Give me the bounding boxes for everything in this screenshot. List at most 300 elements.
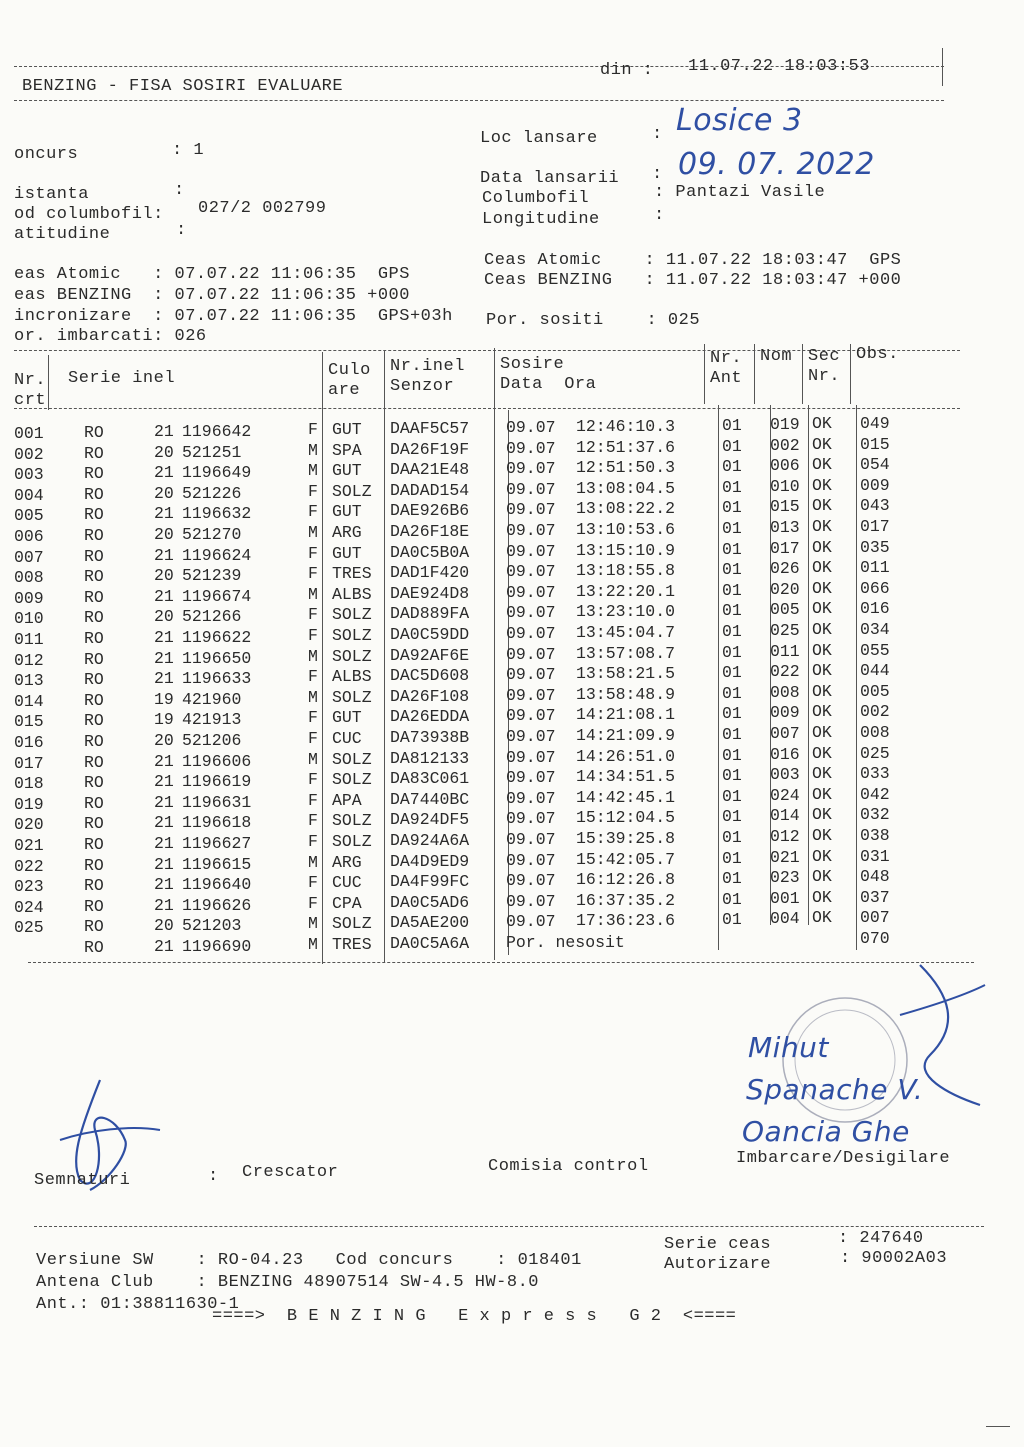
cell-country: RO [84,423,104,442]
cell-country: RO [84,690,104,710]
cell-time: 13:10:53.6 [576,520,676,539]
cell-nom: 002 [770,435,800,455]
imbarcare-desigilare-label: Imbarcare/Desigilare [736,1149,951,1168]
cell-sensor: DA73938B [390,728,470,747]
cell-nr: 012 [14,650,44,670]
cell-sec: OK [812,826,832,845]
cell-antenna: 01 [722,869,742,889]
ceas-benzing-end: Ceas BENZING : 11.07.22 18:03:47 +000 [484,271,902,290]
cell-sex: M [308,749,318,769]
cell-time: 12:51:37.6 [576,437,676,457]
cell-year: 21 [154,875,174,895]
cell-antenna: 01 [722,807,742,827]
cell-nom: 023 [770,868,800,888]
cell-date: 09.07 [506,747,556,767]
ceas-atomic-start: eas Atomic : 07.07.22 11:06:35 GPS [14,265,410,284]
table-row [14,680,974,711]
cell-date: 09.07 [506,850,556,870]
cell-sensor: DA92AF6E [390,645,470,665]
cell-sec: OK [812,743,832,763]
cell-nom: 003 [770,765,800,785]
cell-sex: F [308,667,318,687]
col-header-ant: Ant [710,369,743,388]
cell-country: RO [84,814,104,834]
cell-sec: OK [812,620,832,639]
cell-sex: M [308,852,318,872]
col-separator [802,344,803,404]
cell-date: 09.07 [506,727,556,746]
cell-sex: F [308,502,318,522]
table-row [14,700,974,732]
cell-ring-number: 421960 [182,689,242,709]
cell-sec: OK [812,661,832,681]
divider [34,1226,984,1227]
cell-year: 20 [154,525,174,544]
cell-obs: 008 [860,723,890,742]
cell-ring-number: 1196632 [182,504,252,524]
cell-nr: 013 [14,671,44,691]
cell-country: RO [84,752,104,772]
cell-nom: 019 [770,415,800,434]
cell-nr: 018 [14,774,44,794]
cell-date: 09.07 [506,871,556,891]
cell-sex: F [308,893,318,913]
cell-nr: 021 [14,836,44,855]
cod-label: od columbofil: [14,205,164,224]
cell-year: 21 [154,648,174,668]
cell-country: RO [84,876,104,896]
cell-ring-number: 1196633 [182,669,252,689]
col-separator [754,344,755,404]
cell-country: RO [84,464,104,484]
cell-obs: 005 [860,681,890,701]
cell-time: 13:58:21.5 [576,664,676,684]
cell-sex: M [308,687,318,707]
cell-sensor: DA812133 [390,748,470,768]
table-row [14,721,974,752]
cell-date: 09.07 [506,809,556,829]
cell-antenna: 01 [722,704,742,724]
cell-color: SOLZ [332,811,372,831]
cell-year: 21 [154,813,174,833]
col-separator [48,355,49,410]
cell-sensor: DAE926B6 [390,501,470,521]
concurs-label: oncurs [14,145,79,164]
cell-time: 15:39:25.8 [576,829,676,848]
data-lansarii-label: Data lansarii [480,169,620,188]
col-header-culoare-2: are [328,381,361,400]
cell-antenna: 01 [722,539,742,559]
latitudine-colon: : [176,221,187,240]
cell-year: 19 [154,710,174,730]
cell-antenna: 01 [722,601,742,621]
cell-time: 16:12:26.8 [576,870,676,890]
cell-year: 20 [154,607,174,627]
signature-name-2: Spanache V. [746,1073,924,1106]
cell-year: 20 [154,916,174,936]
cell-nom: 001 [770,888,800,908]
cell-obs: 017 [860,517,890,536]
cell-date: 09.07 [506,685,556,705]
cell-sec: OK [812,455,832,475]
cell-time: 13:18:55.8 [576,561,676,581]
cell-year: 20 [154,442,174,462]
cell-nr: 019 [14,794,44,814]
cell-obs: 048 [860,867,890,887]
col-header-nr-ant: Nr. [710,349,743,368]
table-row [14,906,974,938]
cell-year: 21 [154,628,174,647]
cell-sex: M [308,461,318,481]
cell-obs: 054 [860,455,890,475]
cell-sensor: DA26F108 [390,686,470,706]
cell-time: 15:12:04.5 [576,808,676,828]
cell-time: 13:15:10.9 [576,540,676,560]
cell-ring-number: 1196624 [182,545,252,565]
cell-time: 13:45:04.7 [576,623,676,642]
col-header-inel: Nr.inel [390,357,465,376]
cell-obs: 066 [860,578,890,598]
cell-ring-number: 1196618 [182,813,252,833]
cell-year: 21 [154,669,174,689]
cell-antenna: 01 [722,560,742,580]
cell-country: RO [84,649,104,669]
cell-time: 12:51:50.3 [576,458,676,478]
cell-date: 09.07 [506,891,556,911]
cell-nom: 009 [770,703,800,723]
cell-ring-number: 1196619 [182,772,252,792]
cell-country: RO [84,711,104,731]
cell-obs: 034 [860,620,890,639]
cell-country: RO [84,608,104,628]
cell-antenna: 01 [722,457,742,477]
cell-color: ALBS [332,584,372,604]
cell-sensor: DA924DF5 [390,810,470,830]
cell-obs: 070 [860,929,890,948]
cell-color: GUT [332,461,362,481]
cell-sex: F [308,543,318,563]
cell-nom: 010 [770,476,800,496]
cell-antenna: 01 [722,642,742,662]
cell-nr: 002 [14,444,44,464]
cell-nom: 020 [770,579,800,599]
cell-obs: 011 [860,558,890,578]
cell-country: RO [84,443,104,463]
cell-country: RO [84,629,104,648]
cell-sex: F [308,626,318,645]
cell-date: 09.07 [506,830,556,849]
cell-antenna: 01 [722,580,742,600]
cell-color: SOLZ [332,749,372,769]
cell-country: RO [84,732,104,751]
cell-sex: F [308,873,318,893]
cell-time: 16:37:35.2 [576,890,676,910]
table-row [14,536,974,567]
cell-sex: F [308,770,318,790]
cell-sensor: DA7440BC [390,789,470,809]
crescator-label: Crescator [242,1163,339,1182]
cell-obs: 031 [860,846,890,866]
cell-date: 09.07 [506,768,556,788]
cell-time: 13:22:20.1 [576,581,676,601]
cell-date: 09.07 [506,644,556,664]
cell-date: 09.07 [506,706,556,726]
table-row [14,577,974,608]
cell-sex: M [308,523,318,542]
cell-country: RO [84,526,104,545]
divider [14,100,944,101]
cell-sex: F [308,708,318,728]
col-header-crt: crt [14,391,47,410]
cell-sec: OK [812,723,832,742]
cell-ring-number: 521251 [182,442,242,462]
cell-color: SOLZ [332,914,372,934]
cell-year: 20 [154,731,174,750]
cell-sec: OK [812,475,832,495]
table-row [14,597,974,629]
cell-sex: M [308,935,318,954]
cell-nr: 009 [14,588,44,608]
loc-handwritten: Losice 3 [676,103,803,138]
cell-sensor: DA924A6A [390,831,470,850]
antena-id: Ant.: 01:38811630-1 [36,1295,240,1314]
col-header-nom: Nom [760,347,793,366]
col-header-culoare: Culo [328,361,371,380]
cell-color: SOLZ [332,646,372,666]
loc-label: Loc lansare [480,129,598,148]
latitudine-label: atitudine [14,225,111,244]
cell-nr: 011 [14,630,44,649]
longitudine-label: Longitudine [482,210,600,229]
cell-sensor: DAD1F420 [390,563,470,583]
porumbei-imbarcati: or. imbarcati: 026 [14,327,207,346]
cell-color: SOLZ [332,770,372,790]
cell-ring-number: 521239 [182,566,242,586]
cell-time: 14:21:08.1 [576,705,676,725]
cell-sec: OK [812,599,832,619]
table-row [14,824,974,855]
cell-nr: 008 [14,568,44,588]
cell-sex: F [308,832,318,851]
cell-nr: 017 [14,753,44,773]
cell-antenna: 01 [722,828,742,847]
cell-nr: 006 [14,527,44,546]
cell-sec: OK [812,702,832,722]
cell-sec: OK [812,764,832,784]
table-row [14,515,974,546]
cell-nom: 014 [770,806,800,826]
cell-sec: OK [812,434,832,454]
ceas-benzing-start: eas BENZING : 07.07.22 11:06:35 +000 [14,286,410,305]
cell-color: ARG [332,852,362,872]
cell-sensor: DA5AE200 [390,913,470,933]
cell-time: 12:46:10.3 [576,417,676,436]
cell-date: 09.07 [506,562,556,582]
cell-date: 09.07 [506,459,556,479]
cell-nom: 008 [770,682,800,702]
cell-time: 15:42:05.7 [576,849,676,869]
cell-country: RO [84,938,104,957]
cell-color: GUT [332,420,362,439]
cell-sec: OK [812,558,832,578]
cell-sensor: DAD889FA [390,604,470,624]
autorizare-value: : 90002A03 [840,1249,948,1268]
cell-nom: 017 [770,538,800,558]
cell-ring-number: 1196640 [182,875,252,895]
cell-sensor: DA0C59DD [390,625,470,644]
cell-year: 21 [154,792,174,812]
cell-time: 14:21:09.9 [576,726,676,745]
cell-nr: 005 [14,506,44,526]
cell-year: 20 [154,483,174,503]
cell-nr: 014 [14,691,44,711]
divider [986,1426,1010,1427]
cell-color: GUT [332,708,362,728]
cell-nr: 022 [14,856,44,876]
cell-color: SOLZ [332,626,372,645]
cell-country: RO [84,773,104,793]
cell-time: 14:26:51.0 [576,746,676,766]
cell-obs: 055 [860,640,890,660]
cell-ring-number: 1196674 [182,586,252,606]
cell-antenna: 01 [722,498,742,518]
loc-colon: : [652,125,663,144]
cell-ring-number: 1196650 [182,648,252,668]
cell-nr: 001 [14,424,44,443]
cell-ring-number: 1196649 [182,463,252,483]
cell-sex: F [308,790,318,810]
cell-date: 09.07 [506,500,556,520]
cell-color: TRES [332,935,372,954]
cell-sex: F [308,564,318,584]
cell-date: 09.07 [506,788,556,808]
cell-obs: 015 [860,434,890,454]
cell-antenna: 01 [722,889,742,909]
divider [942,48,943,86]
cell-color: GUT [332,543,362,563]
cod-value: 027/2 002799 [198,199,327,218]
cell-obs: 033 [860,764,890,784]
cell-country: RO [84,670,104,690]
cell-antenna: 01 [722,766,742,786]
distanta-colon: : [174,181,185,200]
benzing-express: ====> B E N Z I N G E x p r e s s G 2 <==== [212,1307,737,1326]
data-lansarii-handwritten: 09. 07. 2022 [678,147,875,182]
semnaturi-label: Semnaturi [34,1171,131,1190]
table-row [14,639,974,670]
cell-nom: 007 [770,724,800,743]
cell-country: RO [84,587,104,607]
cell-sex: M [308,584,318,604]
cell-color: ALBS [332,667,372,687]
table-header-border [14,408,960,409]
table-row [14,886,974,917]
cell-nom: 024 [770,785,800,805]
cell-nr: 024 [14,897,44,917]
cell-date: Por. nesosit [506,933,625,952]
cell-obs: 032 [860,805,890,825]
concurs-value: : 1 [172,141,205,160]
cell-date: 09.07 [506,603,556,623]
serie-ceas-value: : 247640 [838,1229,924,1248]
cell-year: 21 [154,895,174,915]
cell-ring-number: 1196626 [182,895,252,915]
cell-date: 09.07 [506,418,556,437]
cell-color: ARG [332,523,362,542]
cell-year: 21 [154,504,174,524]
table-row [14,474,974,505]
cell-sensor: DA0C5A6A [390,934,470,953]
cell-obs: 007 [860,908,890,928]
cell-sex: M [308,646,318,666]
cell-sex: M [308,914,318,934]
cell-country: RO [84,835,104,854]
cell-sec: OK [812,784,832,804]
cell-time: 13:58:48.9 [576,684,676,704]
cell-sensor: DA0C5AD6 [390,892,470,912]
cell-antenna: 01 [722,848,742,868]
cell-sensor: DA0C5B0A [390,542,470,562]
cell-country: RO [84,793,104,813]
cell-country: RO [84,505,104,525]
document-title: BENZING - FISA SOSIRI EVALUARE [22,77,344,96]
cell-antenna: 01 [722,910,742,930]
cell-color: SOLZ [332,687,372,707]
cell-sensor: DA26F18E [390,522,470,541]
table-row [14,742,974,773]
cell-sensor: DAAF5C57 [390,419,470,438]
cell-nr: 003 [14,465,44,485]
cell-nom: 004 [770,909,800,929]
cell-date: 09.07 [506,541,556,561]
cell-ring-number: 1196615 [182,854,252,874]
distanta-label: istanta [14,185,89,204]
cell-country: RO [84,567,104,587]
col-header-sosire: Sosire [500,355,565,374]
cell-obs: 035 [860,537,890,557]
columbofil-value: : Pantazi Vasile [654,183,826,202]
cell-nr: 015 [14,712,44,732]
cell-sensor: DA26F19F [390,439,470,459]
cell-color: SPA [332,440,362,460]
cell-nom: 013 [770,518,800,537]
cell-ring-number: 1196631 [182,792,252,812]
cell-date: 09.07 [506,582,556,602]
cell-time: 13:57:08.7 [576,643,676,663]
cell-sec: OK [812,517,832,536]
table-row [14,845,974,876]
cell-antenna: 01 [722,683,742,703]
cell-country: RO [84,546,104,566]
cell-ring-number: 521206 [182,731,242,750]
cell-year: 20 [154,566,174,586]
cell-sensor: DA26EDDA [390,707,470,727]
col-header-sec: Sec [808,347,841,366]
signature-name-3: Oancia Ghe [742,1115,910,1148]
longitudine-colon: : [654,206,665,225]
cell-ring-number: 421913 [182,710,242,730]
cell-nom: 015 [770,497,800,517]
cell-sec: OK [812,414,832,433]
cell-color: GUT [332,502,362,522]
cell-year: 21 [154,463,174,483]
columbofil-label: Columbofil [482,189,590,208]
col-separator [850,344,851,404]
antena-club: Antena Club : BENZING 48907514 SW-4.5 HW-8.0 [36,1273,539,1292]
table-row [14,618,974,649]
cell-antenna: 01 [722,477,742,497]
cell-ring-number: 1196627 [182,834,252,853]
